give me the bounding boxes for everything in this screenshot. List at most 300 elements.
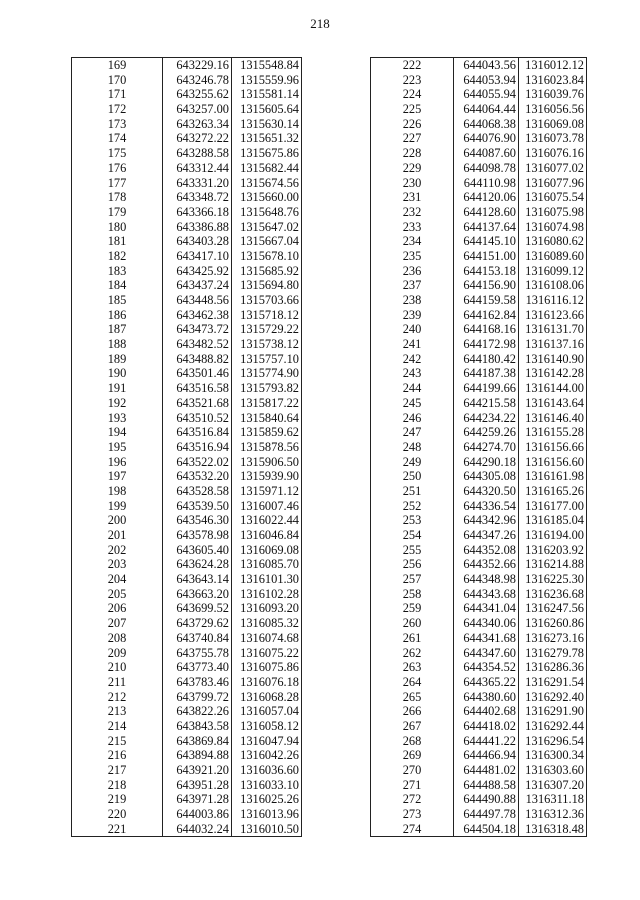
y-coordinate-cell: 1315678.10 xyxy=(232,249,302,264)
x-coordinate-cell: 644110.98 xyxy=(454,176,519,191)
table-row xyxy=(371,366,587,381)
y-coordinate-cell: 1316143.64 xyxy=(519,396,587,411)
y-coordinate-cell: 1316311.18 xyxy=(519,792,587,807)
y-coordinate-cell: 1315906.50 xyxy=(232,455,302,470)
table-row xyxy=(72,719,302,734)
y-coordinate-cell: 1315971.12 xyxy=(232,484,302,499)
y-coordinate-cell: 1316080.62 xyxy=(519,234,587,249)
y-coordinate-cell: 1316165.26 xyxy=(519,484,587,499)
x-coordinate-cell: 644032.24 xyxy=(163,822,232,837)
x-coordinate-cell: 644343.68 xyxy=(454,587,519,602)
table-row xyxy=(72,58,302,73)
x-coordinate-cell: 644128.60 xyxy=(454,205,519,220)
table-row xyxy=(371,205,587,220)
y-coordinate-cell: 1316156.60 xyxy=(519,455,587,470)
point-number-cell: 185 xyxy=(72,293,163,308)
point-number-cell: 210 xyxy=(72,660,163,675)
point-number-cell: 206 xyxy=(72,601,163,616)
table-row xyxy=(72,778,302,793)
point-number-cell: 216 xyxy=(72,748,163,763)
x-coordinate-cell: 643578.98 xyxy=(163,528,232,543)
table-row xyxy=(72,411,302,426)
table-row xyxy=(72,117,302,132)
x-coordinate-cell: 644087.60 xyxy=(454,146,519,161)
point-number-cell: 201 xyxy=(72,528,163,543)
x-coordinate-cell: 644120.06 xyxy=(454,190,519,205)
point-number-cell: 234 xyxy=(371,234,454,249)
point-number-cell: 244 xyxy=(371,381,454,396)
table-row xyxy=(72,322,302,337)
point-number-cell: 178 xyxy=(72,190,163,205)
y-coordinate-cell: 1315817.22 xyxy=(232,396,302,411)
x-coordinate-cell: 643522.02 xyxy=(163,455,232,470)
table-row xyxy=(72,146,302,161)
table-row xyxy=(72,748,302,763)
point-number-cell: 187 xyxy=(72,322,163,337)
y-coordinate-cell: 1315674.56 xyxy=(232,176,302,191)
y-coordinate-cell: 1316279.78 xyxy=(519,646,587,661)
y-coordinate-cell: 1316286.36 xyxy=(519,660,587,675)
point-number-cell: 207 xyxy=(72,616,163,631)
point-number-cell: 243 xyxy=(371,366,454,381)
x-coordinate-cell: 644347.60 xyxy=(454,646,519,661)
table-row xyxy=(371,646,587,661)
y-coordinate-cell: 1316144.00 xyxy=(519,381,587,396)
y-coordinate-cell: 1316085.70 xyxy=(232,557,302,572)
x-coordinate-cell: 644305.08 xyxy=(454,469,519,484)
y-coordinate-cell: 1316194.00 xyxy=(519,528,587,543)
table-row xyxy=(371,469,587,484)
x-coordinate-cell: 644504.18 xyxy=(454,822,519,837)
table-row xyxy=(371,308,587,323)
table-row xyxy=(371,322,587,337)
point-number-cell: 245 xyxy=(371,396,454,411)
point-number-cell: 239 xyxy=(371,308,454,323)
point-number-cell: 229 xyxy=(371,161,454,176)
table-row xyxy=(72,675,302,690)
table-row xyxy=(72,176,302,191)
table-row xyxy=(371,455,587,470)
point-number-cell: 179 xyxy=(72,205,163,220)
point-number-cell: 267 xyxy=(371,719,454,734)
x-coordinate-cell: 643799.72 xyxy=(163,690,232,705)
x-coordinate-cell: 643246.78 xyxy=(163,73,232,88)
table-row xyxy=(371,748,587,763)
y-coordinate-cell: 1316073.78 xyxy=(519,131,587,146)
table-row xyxy=(371,146,587,161)
y-coordinate-cell: 1315559.96 xyxy=(232,73,302,88)
y-coordinate-cell: 1316068.28 xyxy=(232,690,302,705)
x-coordinate-cell: 643488.82 xyxy=(163,352,232,367)
table-row xyxy=(72,440,302,455)
x-coordinate-cell: 643403.28 xyxy=(163,234,232,249)
point-number-cell: 228 xyxy=(371,146,454,161)
x-coordinate-cell: 643462.38 xyxy=(163,308,232,323)
x-coordinate-cell: 644153.18 xyxy=(454,264,519,279)
page-number: 218 xyxy=(310,16,330,31)
table-row xyxy=(371,499,587,514)
x-coordinate-cell: 643539.50 xyxy=(163,499,232,514)
x-coordinate-cell: 643516.84 xyxy=(163,425,232,440)
x-coordinate-cell: 643516.58 xyxy=(163,381,232,396)
table-row xyxy=(72,455,302,470)
x-coordinate-cell: 644380.60 xyxy=(454,690,519,705)
x-coordinate-cell: 644341.04 xyxy=(454,601,519,616)
x-coordinate-cell: 643366.18 xyxy=(163,205,232,220)
table-row xyxy=(72,161,302,176)
table-row xyxy=(371,425,587,440)
y-coordinate-cell: 1315878.56 xyxy=(232,440,302,455)
x-coordinate-cell: 643951.28 xyxy=(163,778,232,793)
table-row xyxy=(371,763,587,778)
x-coordinate-cell: 644180.42 xyxy=(454,352,519,367)
table-row xyxy=(72,704,302,719)
y-coordinate-cell: 1316099.12 xyxy=(519,264,587,279)
table-row xyxy=(371,513,587,528)
point-number-cell: 241 xyxy=(371,337,454,352)
y-coordinate-cell: 1316012.12 xyxy=(519,58,587,73)
y-coordinate-cell: 1315682.44 xyxy=(232,161,302,176)
table-row xyxy=(72,557,302,572)
point-number-cell: 240 xyxy=(371,322,454,337)
x-coordinate-cell: 644352.66 xyxy=(454,557,519,572)
x-coordinate-cell: 643331.20 xyxy=(163,176,232,191)
x-coordinate-cell: 644490.88 xyxy=(454,792,519,807)
point-number-cell: 270 xyxy=(371,763,454,778)
table-row xyxy=(72,131,302,146)
point-number-cell: 202 xyxy=(72,543,163,558)
table-row xyxy=(371,631,587,646)
x-coordinate-cell: 643386.88 xyxy=(163,220,232,235)
point-number-cell: 182 xyxy=(72,249,163,264)
point-number-cell: 194 xyxy=(72,425,163,440)
table-row xyxy=(72,587,302,602)
table-row xyxy=(371,484,587,499)
x-coordinate-cell: 643482.52 xyxy=(163,337,232,352)
y-coordinate-cell: 1316123.66 xyxy=(519,308,587,323)
point-number-cell: 171 xyxy=(72,87,163,102)
x-coordinate-cell: 643729.62 xyxy=(163,616,232,631)
table-row xyxy=(371,249,587,264)
point-number-cell: 274 xyxy=(371,822,454,837)
point-number-cell: 230 xyxy=(371,176,454,191)
point-number-cell: 209 xyxy=(72,646,163,661)
point-number-cell: 257 xyxy=(371,572,454,587)
x-coordinate-cell: 644168.16 xyxy=(454,322,519,337)
y-coordinate-cell: 1315840.64 xyxy=(232,411,302,426)
x-coordinate-cell: 644159.58 xyxy=(454,293,519,308)
table-row xyxy=(72,528,302,543)
table-row xyxy=(371,396,587,411)
point-number-cell: 213 xyxy=(72,704,163,719)
point-number-cell: 197 xyxy=(72,469,163,484)
y-coordinate-cell: 1315793.82 xyxy=(232,381,302,396)
x-coordinate-cell: 644340.06 xyxy=(454,616,519,631)
y-coordinate-cell: 1316177.00 xyxy=(519,499,587,514)
x-coordinate-cell: 644199.66 xyxy=(454,381,519,396)
x-coordinate-cell: 644365.22 xyxy=(454,675,519,690)
point-number-cell: 223 xyxy=(371,73,454,88)
x-coordinate-cell: 643521.68 xyxy=(163,396,232,411)
x-coordinate-cell: 643783.46 xyxy=(163,675,232,690)
point-number-cell: 212 xyxy=(72,690,163,705)
table-row xyxy=(72,102,302,117)
y-coordinate-cell: 1316039.76 xyxy=(519,87,587,102)
y-coordinate-cell: 1316318.48 xyxy=(519,822,587,837)
table-row xyxy=(371,719,587,734)
x-coordinate-cell: 643528.58 xyxy=(163,484,232,499)
point-number-cell: 259 xyxy=(371,601,454,616)
y-coordinate-cell: 1315667.04 xyxy=(232,234,302,249)
table-row xyxy=(371,117,587,132)
point-number-cell: 205 xyxy=(72,587,163,602)
table-row xyxy=(72,87,302,102)
x-coordinate-cell: 643263.34 xyxy=(163,117,232,132)
point-number-cell: 177 xyxy=(72,176,163,191)
y-coordinate-cell: 1316025.26 xyxy=(232,792,302,807)
x-coordinate-cell: 644341.68 xyxy=(454,631,519,646)
table-row xyxy=(371,73,587,88)
point-number-cell: 181 xyxy=(72,234,163,249)
x-coordinate-cell: 643425.92 xyxy=(163,264,232,279)
point-number-cell: 198 xyxy=(72,484,163,499)
x-coordinate-cell: 643894.88 xyxy=(163,748,232,763)
table-row xyxy=(371,264,587,279)
y-coordinate-cell: 1316142.28 xyxy=(519,366,587,381)
x-coordinate-cell: 644342.96 xyxy=(454,513,519,528)
y-coordinate-cell: 1316085.32 xyxy=(232,616,302,631)
point-number-cell: 232 xyxy=(371,205,454,220)
y-coordinate-cell: 1316296.54 xyxy=(519,734,587,749)
table-row xyxy=(371,660,587,675)
table-row xyxy=(371,337,587,352)
x-coordinate-cell: 644187.38 xyxy=(454,366,519,381)
y-coordinate-cell: 1315774.90 xyxy=(232,366,302,381)
x-coordinate-cell: 643288.58 xyxy=(163,146,232,161)
table-row xyxy=(371,161,587,176)
y-coordinate-cell: 1316108.06 xyxy=(519,278,587,293)
table-row xyxy=(72,792,302,807)
table-row xyxy=(371,190,587,205)
point-number-cell: 246 xyxy=(371,411,454,426)
table-row xyxy=(72,513,302,528)
table-row xyxy=(371,778,587,793)
point-number-cell: 261 xyxy=(371,631,454,646)
x-coordinate-cell: 644053.94 xyxy=(454,73,519,88)
y-coordinate-cell: 1316058.12 xyxy=(232,719,302,734)
point-number-cell: 180 xyxy=(72,220,163,235)
point-number-cell: 188 xyxy=(72,337,163,352)
x-coordinate-cell: 643348.72 xyxy=(163,190,232,205)
table-row xyxy=(371,102,587,117)
x-coordinate-cell: 644145.10 xyxy=(454,234,519,249)
x-coordinate-cell: 643699.52 xyxy=(163,601,232,616)
y-coordinate-cell: 1316312.36 xyxy=(519,807,587,822)
x-coordinate-cell: 644043.56 xyxy=(454,58,519,73)
table-row xyxy=(72,73,302,88)
point-number-cell: 184 xyxy=(72,278,163,293)
point-number-cell: 255 xyxy=(371,543,454,558)
point-number-cell: 204 xyxy=(72,572,163,587)
point-number-cell: 199 xyxy=(72,499,163,514)
table-row xyxy=(371,87,587,102)
table-row xyxy=(72,205,302,220)
point-number-cell: 214 xyxy=(72,719,163,734)
y-coordinate-cell: 1316089.60 xyxy=(519,249,587,264)
point-number-cell: 174 xyxy=(72,131,163,146)
point-number-cell: 247 xyxy=(371,425,454,440)
x-coordinate-cell: 643869.84 xyxy=(163,734,232,749)
table-row xyxy=(371,543,587,558)
x-coordinate-cell: 644076.90 xyxy=(454,131,519,146)
y-coordinate-cell: 1316236.68 xyxy=(519,587,587,602)
coordinate-table-left xyxy=(71,57,302,837)
y-coordinate-cell: 1316214.88 xyxy=(519,557,587,572)
y-coordinate-cell: 1316022.44 xyxy=(232,513,302,528)
point-number-cell: 249 xyxy=(371,455,454,470)
y-coordinate-cell: 1316046.84 xyxy=(232,528,302,543)
x-coordinate-cell: 643740.84 xyxy=(163,631,232,646)
x-coordinate-cell: 644259.26 xyxy=(454,425,519,440)
table-row xyxy=(72,352,302,367)
y-coordinate-cell: 1316273.16 xyxy=(519,631,587,646)
x-coordinate-cell: 644234.22 xyxy=(454,411,519,426)
x-coordinate-cell: 643843.58 xyxy=(163,719,232,734)
table-row xyxy=(72,631,302,646)
table-row xyxy=(72,734,302,749)
y-coordinate-cell: 1316300.34 xyxy=(519,748,587,763)
table-row xyxy=(371,807,587,822)
y-coordinate-cell: 1316185.04 xyxy=(519,513,587,528)
table-row xyxy=(371,131,587,146)
y-coordinate-cell: 1316156.66 xyxy=(519,440,587,455)
table-row xyxy=(371,352,587,367)
point-number-cell: 193 xyxy=(72,411,163,426)
x-coordinate-cell: 644098.78 xyxy=(454,161,519,176)
point-number-cell: 226 xyxy=(371,117,454,132)
y-coordinate-cell: 1316260.86 xyxy=(519,616,587,631)
x-coordinate-cell: 644290.18 xyxy=(454,455,519,470)
y-coordinate-cell: 1315605.64 xyxy=(232,102,302,117)
x-coordinate-cell: 643755.78 xyxy=(163,646,232,661)
y-coordinate-cell: 1316291.54 xyxy=(519,675,587,690)
table-row xyxy=(371,293,587,308)
y-coordinate-cell: 1316013.96 xyxy=(232,807,302,822)
table-row xyxy=(72,293,302,308)
y-coordinate-cell: 1316093.20 xyxy=(232,601,302,616)
x-coordinate-cell: 643473.72 xyxy=(163,322,232,337)
x-coordinate-cell: 643312.44 xyxy=(163,161,232,176)
point-number-cell: 253 xyxy=(371,513,454,528)
x-coordinate-cell: 644068.38 xyxy=(454,117,519,132)
table-row xyxy=(72,660,302,675)
point-number-cell: 208 xyxy=(72,631,163,646)
y-coordinate-cell: 1315630.14 xyxy=(232,117,302,132)
table-row xyxy=(371,58,587,73)
y-coordinate-cell: 1315675.86 xyxy=(232,146,302,161)
y-coordinate-cell: 1316102.28 xyxy=(232,587,302,602)
x-coordinate-cell: 643822.26 xyxy=(163,704,232,719)
y-coordinate-cell: 1316247.56 xyxy=(519,601,587,616)
table-row xyxy=(72,690,302,705)
y-coordinate-cell: 1316047.94 xyxy=(232,734,302,749)
x-coordinate-cell: 644352.08 xyxy=(454,543,519,558)
x-coordinate-cell: 643971.28 xyxy=(163,792,232,807)
x-coordinate-cell: 643605.40 xyxy=(163,543,232,558)
y-coordinate-cell: 1315685.92 xyxy=(232,264,302,279)
x-coordinate-cell: 643229.16 xyxy=(163,58,232,73)
x-coordinate-cell: 644320.50 xyxy=(454,484,519,499)
x-coordinate-cell: 644003.86 xyxy=(163,807,232,822)
table-row xyxy=(371,734,587,749)
x-coordinate-cell: 643501.46 xyxy=(163,366,232,381)
y-coordinate-cell: 1316036.60 xyxy=(232,763,302,778)
point-number-cell: 265 xyxy=(371,690,454,705)
y-coordinate-cell: 1315757.10 xyxy=(232,352,302,367)
x-coordinate-cell: 643921.20 xyxy=(163,763,232,778)
table-row xyxy=(72,425,302,440)
y-coordinate-cell: 1316056.56 xyxy=(519,102,587,117)
point-number-cell: 260 xyxy=(371,616,454,631)
y-coordinate-cell: 1316077.02 xyxy=(519,161,587,176)
x-coordinate-cell: 643773.40 xyxy=(163,660,232,675)
point-number-cell: 235 xyxy=(371,249,454,264)
x-coordinate-cell: 644336.54 xyxy=(454,499,519,514)
y-coordinate-cell: 1315647.02 xyxy=(232,220,302,235)
x-coordinate-cell: 644488.58 xyxy=(454,778,519,793)
x-coordinate-cell: 643663.20 xyxy=(163,587,232,602)
table-row xyxy=(72,646,302,661)
point-number-cell: 273 xyxy=(371,807,454,822)
table-row xyxy=(72,278,302,293)
y-coordinate-cell: 1316203.92 xyxy=(519,543,587,558)
table-row xyxy=(371,528,587,543)
x-coordinate-cell: 644418.02 xyxy=(454,719,519,734)
table-row xyxy=(72,396,302,411)
point-number-cell: 268 xyxy=(371,734,454,749)
x-coordinate-cell: 643532.20 xyxy=(163,469,232,484)
x-coordinate-cell: 643257.00 xyxy=(163,102,232,117)
point-number-cell: 186 xyxy=(72,308,163,323)
x-coordinate-cell: 644151.00 xyxy=(454,249,519,264)
x-coordinate-cell: 643643.14 xyxy=(163,572,232,587)
table-row xyxy=(72,822,302,837)
table-row xyxy=(72,601,302,616)
table-row xyxy=(72,366,302,381)
y-coordinate-cell: 1316291.90 xyxy=(519,704,587,719)
point-number-cell: 189 xyxy=(72,352,163,367)
table-row xyxy=(371,587,587,602)
point-number-cell: 272 xyxy=(371,792,454,807)
table-row xyxy=(72,484,302,499)
table-row xyxy=(371,690,587,705)
point-number-cell: 251 xyxy=(371,484,454,499)
point-number-cell: 173 xyxy=(72,117,163,132)
point-number-cell: 231 xyxy=(371,190,454,205)
point-number-cell: 266 xyxy=(371,704,454,719)
y-coordinate-cell: 1315651.32 xyxy=(232,131,302,146)
x-coordinate-cell: 644064.44 xyxy=(454,102,519,117)
table-row xyxy=(72,763,302,778)
point-number-cell: 222 xyxy=(371,58,454,73)
y-coordinate-cell: 1316042.26 xyxy=(232,748,302,763)
y-coordinate-cell: 1315694.80 xyxy=(232,278,302,293)
table-row xyxy=(371,220,587,235)
y-coordinate-cell: 1316069.08 xyxy=(519,117,587,132)
table-row xyxy=(371,234,587,249)
table-row xyxy=(371,278,587,293)
point-number-cell: 262 xyxy=(371,646,454,661)
